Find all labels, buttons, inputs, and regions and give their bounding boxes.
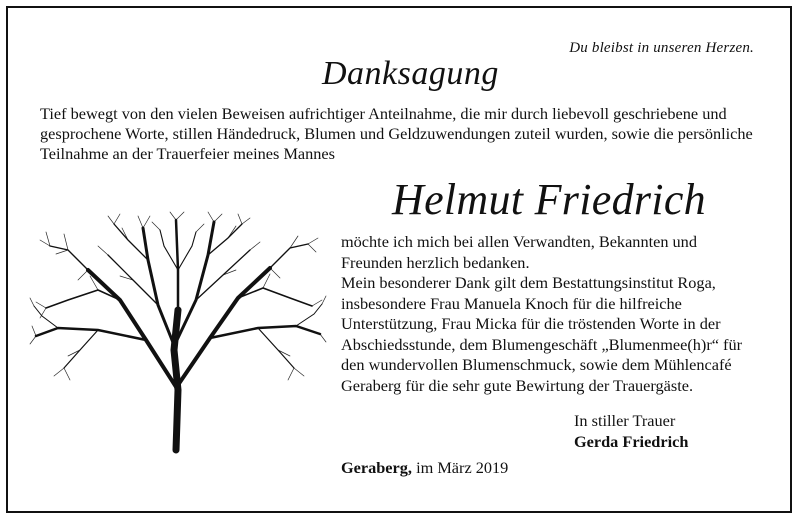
- notice-heading: Danksagung: [322, 55, 499, 92]
- place-date: [341, 458, 508, 478]
- tree-icon: [28, 210, 328, 455]
- thanks-paragraph-2: Mein besonderer Dank gilt dem Bestattungsinstitut Roga, insbesondere Frau Manuela Knoch für die hilfreiche Unterstützung, Frau Micka für die tröstenden Worte in der Abschiedsstunde, dem Blumengeschäft „Blumenmee(h)r“ für den wundervollen Blumenschmuck, sowie dem Mühlencafé Geraberg für die sehr gute Bewirtung der Trauergäste.: [341, 273, 743, 395]
- signature-name: Gerda Friedrich: [574, 432, 689, 451]
- intro-paragraph: Tief bewegt von den vielen Beweisen aufrichtiger Anteilnahme, die mir durch liebevoll geschriebene und gesprochene Worte, stillen Händedruck, Blumen und Geldzuwendungen zuteil wurden, sowie die persönliche Teilnahme an der Trauerfeier meines Mannes: [40, 104, 753, 163]
- thanks-paragraph-1: möchte ich mich bei allen Verwandten, Bekannten und Freunden herzlich bedanken.: [341, 232, 697, 272]
- thanks-text: [341, 232, 761, 396]
- place-city: Geraberg,: [341, 458, 412, 477]
- notice-date: im März 2019: [416, 458, 509, 477]
- deceased-name: Helmut Friedrich: [392, 175, 706, 224]
- signoff: [574, 410, 688, 452]
- motto: Du bleibst in unseren Herzen.: [569, 40, 754, 56]
- signoff-phrase: In stiller Trauer: [574, 411, 676, 430]
